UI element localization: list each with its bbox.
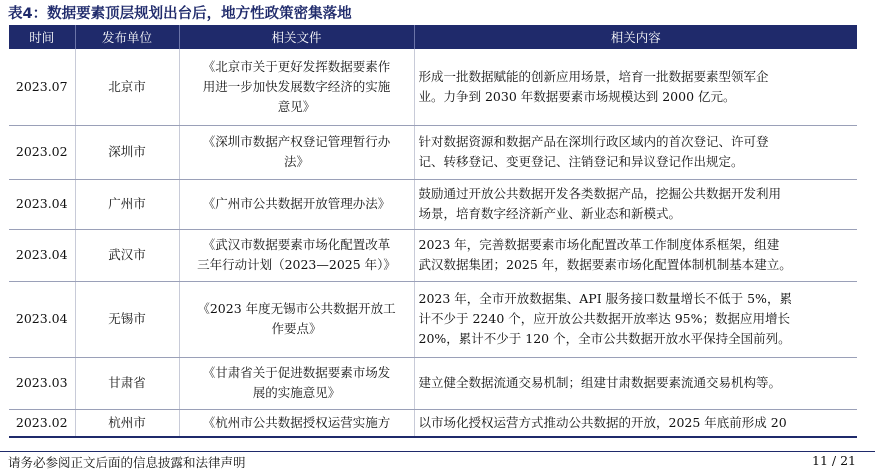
header-content: 相关内容 <box>414 25 857 49</box>
cell-unit: 无锡市 <box>75 281 179 357</box>
content-line: 以市场化授权运营方式推动公共数据的开放，2025 年底前形成 20 <box>418 414 787 430</box>
cell-time: 2023.02 <box>9 409 75 437</box>
cell-content <box>414 49 857 125</box>
table-row <box>9 125 857 179</box>
doc-line: 《北京市关于更好发挥数据要素作 <box>202 58 391 74</box>
content-line: 鼓励通过开放公共数据开发各类数据产品，挖掘公共数据开发利用 <box>418 186 782 201</box>
header-unit: 发布单位 <box>75 25 179 49</box>
cell-document <box>179 179 414 229</box>
cell-time: 2023.04 <box>9 179 75 229</box>
content-line: 业。力争到 2030 年数据要素市场规模达到 2000 亿元。 <box>418 88 736 104</box>
cell-unit: 广州市 <box>75 179 179 229</box>
cell-time: 2023.07 <box>9 49 75 125</box>
cell-time: 2023.02 <box>9 125 75 179</box>
doc-line: 意见》 <box>277 98 316 114</box>
content-line: 记、转移登记、变更登记、注销登记和异议登记作出规定。 <box>418 154 744 169</box>
content-line: 形成一批数据赋能的创新应用场景，培育一批数据要素型领军企 <box>418 68 769 84</box>
cell-content <box>414 179 857 229</box>
cell-document <box>179 357 414 409</box>
cell-document <box>179 49 414 125</box>
content-line: 针对数据资源和数据产品在深圳行政区域内的首次登记、许可登 <box>418 134 769 149</box>
cell-unit: 武汉市 <box>75 229 179 281</box>
cell-unit: 北京市 <box>75 49 179 125</box>
doc-line: 法》 <box>283 154 309 169</box>
policy-table <box>9 25 857 438</box>
cell-unit: 深圳市 <box>75 125 179 179</box>
cell-document <box>179 125 414 179</box>
table-header-row <box>9 25 857 49</box>
footer-divider <box>0 451 875 452</box>
table-row <box>9 409 857 437</box>
header-time: 时间 <box>9 25 75 49</box>
doc-line: 三年行动计划（2023—2025 年）》 <box>197 257 396 272</box>
table-title: 表4：数据要素顶层规划出台后，地方性政策密集落地 <box>8 6 352 22</box>
cell-unit: 甘肃省 <box>75 357 179 409</box>
cell-unit: 杭州市 <box>75 409 179 437</box>
content-line: 2023 年，完善数据要素市场化配置改革工作制度体系框架，组建 <box>418 237 780 252</box>
doc-line: 用进一步加快发展数字经济的实施 <box>202 78 391 94</box>
cell-content <box>414 281 857 357</box>
table-row <box>9 49 857 125</box>
table-row <box>9 229 857 281</box>
doc-line: 《广州市公共数据开放管理办法》 <box>202 196 391 211</box>
page-number: 11 / 21 <box>812 453 856 468</box>
cell-content <box>414 229 857 281</box>
doc-line: 展的实施意见》 <box>252 385 341 400</box>
footer-disclaimer: 请务必参阅正文后面的信息披露和法律声明 <box>8 455 246 470</box>
cell-document <box>179 409 414 437</box>
doc-line: 《2023 年度无锡市公共数据开放工 <box>197 301 396 316</box>
content-line: 2023 年，全市开放数据集、API 服务接口数量增长不低于 5%，累 <box>418 291 792 306</box>
cell-document <box>179 281 414 357</box>
cell-content <box>414 357 857 409</box>
cell-document <box>179 229 414 281</box>
content-line: 20%，累计不少于 120 个，全市公共数据开放水平保持全国前列。 <box>418 331 791 346</box>
table-row <box>9 357 857 409</box>
content-line: 建立健全数据流通交易机制；组建甘肃数据要素流通交易机构等。 <box>418 375 782 390</box>
doc-line: 《甘肃省关于促进数据要素市场发 <box>202 365 391 380</box>
content-line: 场景，培育数字经济新产业、新业态和新模式。 <box>418 206 682 221</box>
cell-time: 2023.03 <box>9 357 75 409</box>
cell-content <box>414 125 857 179</box>
content-line: 武汉数据集团；2025 年，数据要素市场化配置体制机制基本建立。 <box>418 257 792 272</box>
doc-line: 《杭州市公共数据授权运营实施方 <box>202 414 391 430</box>
doc-line: 《武汉市数据要素市场化配置改革 <box>202 237 391 252</box>
header-document: 相关文件 <box>179 25 414 49</box>
doc-line: 《深圳市数据产权登记管理暂行办 <box>202 134 391 149</box>
cell-time: 2023.04 <box>9 281 75 357</box>
table-row <box>9 179 857 229</box>
content-line: 计不少于 2240 个，应开放公共数据开放率达 95%；数据应用增长 <box>418 311 791 326</box>
cell-content <box>414 409 857 437</box>
table-row <box>9 281 857 357</box>
cell-time: 2023.04 <box>9 229 75 281</box>
doc-line: 作要点》 <box>271 321 322 336</box>
